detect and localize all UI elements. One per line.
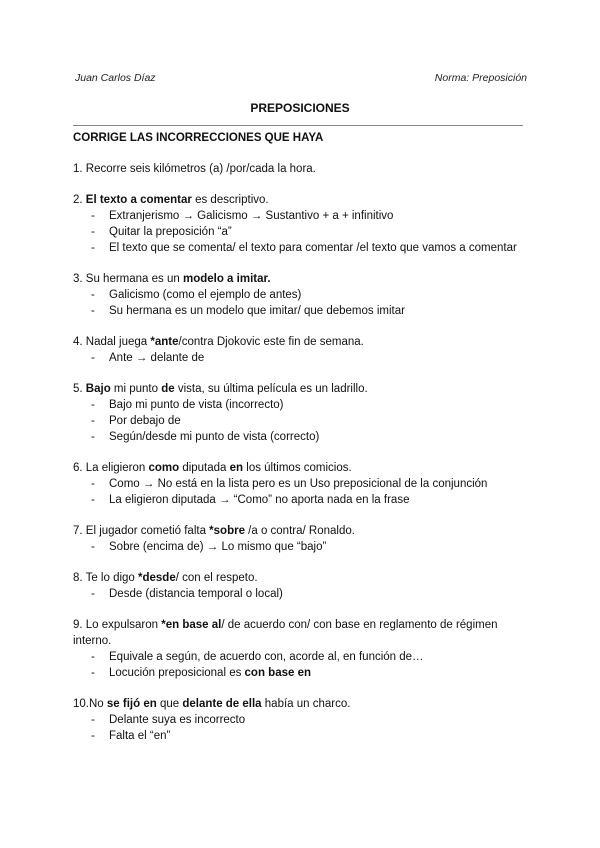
text-segment: Equivale a según, de acuerdo con, acorde al, en función de… [109, 651, 424, 663]
correction-note [73, 649, 528, 665]
text-segment: 10.No [73, 698, 107, 710]
text-segment: Locución preposicional es [109, 667, 245, 679]
exercise-item [73, 334, 528, 366]
page-title: PREPOSICIONES [250, 101, 350, 115]
exercise-list [73, 161, 528, 759]
correction-note [73, 413, 528, 429]
exercise-item [73, 570, 528, 602]
header-norm: Norma: Preposición [434, 72, 527, 84]
text-segment: Extranjerismo → Galicismo → Sustantivo + a + infinitivo [109, 210, 394, 222]
text-segment: Por debajo de [109, 415, 181, 427]
text-segment: 6. La eligieron [73, 462, 149, 474]
exercise-sentence [73, 570, 528, 586]
correction-note [73, 303, 528, 319]
bold-text-segment: de [161, 383, 175, 395]
bold-text-segment: en [229, 462, 244, 474]
correction-notes [73, 350, 528, 366]
bold-text-segment: *desde [138, 572, 176, 584]
exercise-item [73, 460, 528, 508]
text-segment: Bajo mi punto de vista (incorrecto) [109, 399, 284, 411]
bold-text-segment: El texto a comentar [85, 194, 192, 206]
bold-text-segment: modelo a imitar. [182, 273, 271, 285]
correction-note [73, 712, 528, 728]
correction-note [73, 728, 528, 744]
text-segment: que [156, 698, 183, 710]
correction-notes [73, 397, 528, 445]
text-segment: Galicismo (como el ejemplo de antes) [109, 289, 302, 301]
text-segment: Delante suya es incorrecto [109, 714, 246, 726]
correction-note [73, 208, 528, 224]
text-segment: / de acuerdo con/ con base en reglamento de régimen interno. [73, 619, 498, 647]
text-segment: Sobre (encima de) → Lo mismo que “bajo” [109, 541, 327, 553]
text-segment: los últimos comicios. [243, 462, 352, 474]
title-divider [73, 125, 523, 126]
text-segment: 8. Te lo digo [73, 572, 139, 584]
correction-notes [73, 586, 528, 602]
text-segment: diputada [179, 462, 230, 474]
text-segment: Falta el “en” [109, 730, 171, 742]
exercise-sentence [73, 334, 528, 350]
correction-notes [73, 539, 528, 555]
text-segment: vista, su última película es un ladrillo. [174, 383, 368, 395]
text-segment: es descriptivo. [191, 194, 269, 206]
exercise-item [73, 161, 528, 177]
bold-text-segment: Bajo [85, 383, 111, 395]
correction-notes [73, 208, 528, 256]
text-segment: mi punto [110, 383, 162, 395]
exercise-sentence [73, 271, 528, 287]
text-segment: 2. [73, 194, 86, 206]
bold-text-segment: con base en [244, 667, 311, 679]
correction-note [73, 350, 528, 366]
correction-note [73, 476, 528, 492]
exercise-item [73, 696, 528, 744]
correction-note [73, 665, 528, 681]
text-segment: Como → No está en la lista pero es un Uso preposicional de la conjunción [109, 478, 488, 490]
exercise-sentence [73, 460, 528, 476]
text-segment: Ante → delante de [109, 352, 205, 364]
correction-note [73, 586, 528, 602]
text-segment: 5. [73, 383, 86, 395]
correction-note [73, 397, 528, 413]
bold-text-segment: *ante [150, 336, 179, 348]
exercise-item [73, 192, 528, 256]
exercise-sentence [73, 523, 528, 539]
exercise-sentence [73, 617, 528, 649]
correction-notes [73, 649, 528, 681]
text-segment: /a o contra/ Ronaldo. [244, 525, 355, 537]
bold-text-segment: como [148, 462, 180, 474]
correction-note [73, 240, 528, 256]
text-segment: Según/desde mi punto de vista (correcto) [109, 431, 320, 443]
correction-notes [73, 476, 528, 508]
text-segment: 7. El jugador cometió falta [73, 525, 210, 537]
text-segment: Quitar la preposición “a” [109, 226, 232, 238]
text-segment: 3. Su hermana es un [73, 273, 183, 285]
text-segment: 1. Recorre seis kilómetros (a) /por/cada la hora. [73, 163, 316, 175]
exercise-item [73, 381, 528, 445]
bold-text-segment: *en base al [161, 619, 222, 631]
text-segment: 9. Lo expulsaron [73, 619, 162, 631]
text-segment: El texto que se comenta/ el texto para comentar /el texto que vamos a comentar [109, 242, 517, 254]
correction-notes [73, 712, 528, 744]
correction-notes [73, 287, 528, 319]
correction-note [73, 492, 528, 508]
bold-text-segment: delante de ella [182, 698, 262, 710]
correction-note [73, 429, 528, 445]
text-segment: 4. Nadal juega [73, 336, 151, 348]
header-author: Juan Carlos Díaz [75, 72, 156, 84]
text-segment: / con el respeto. [175, 572, 258, 584]
correction-note [73, 287, 528, 303]
exercise-item [73, 523, 528, 555]
exercise-sentence [73, 696, 528, 712]
text-segment: había un charco. [261, 698, 351, 710]
section-subtitle: CORRIGE LAS INCORRECCIONES QUE HAYA [73, 132, 324, 144]
text-segment: La eligieron diputada → “Como” no aporta nada en la frase [109, 494, 410, 506]
bold-text-segment: se fijó en [106, 698, 157, 710]
bold-text-segment: *sobre [209, 525, 245, 537]
text-segment: Su hermana es un modelo que imitar/ que debemos imitar [109, 305, 405, 317]
exercise-item [73, 271, 528, 319]
exercise-sentence [73, 161, 528, 177]
exercise-sentence [73, 192, 528, 208]
exercise-item [73, 617, 528, 681]
text-segment: /contra Djokovic este fin de semana. [178, 336, 364, 348]
text-segment: Desde (distancia temporal o local) [109, 588, 283, 600]
exercise-sentence [73, 381, 528, 397]
correction-note [73, 539, 528, 555]
correction-note [73, 224, 528, 240]
